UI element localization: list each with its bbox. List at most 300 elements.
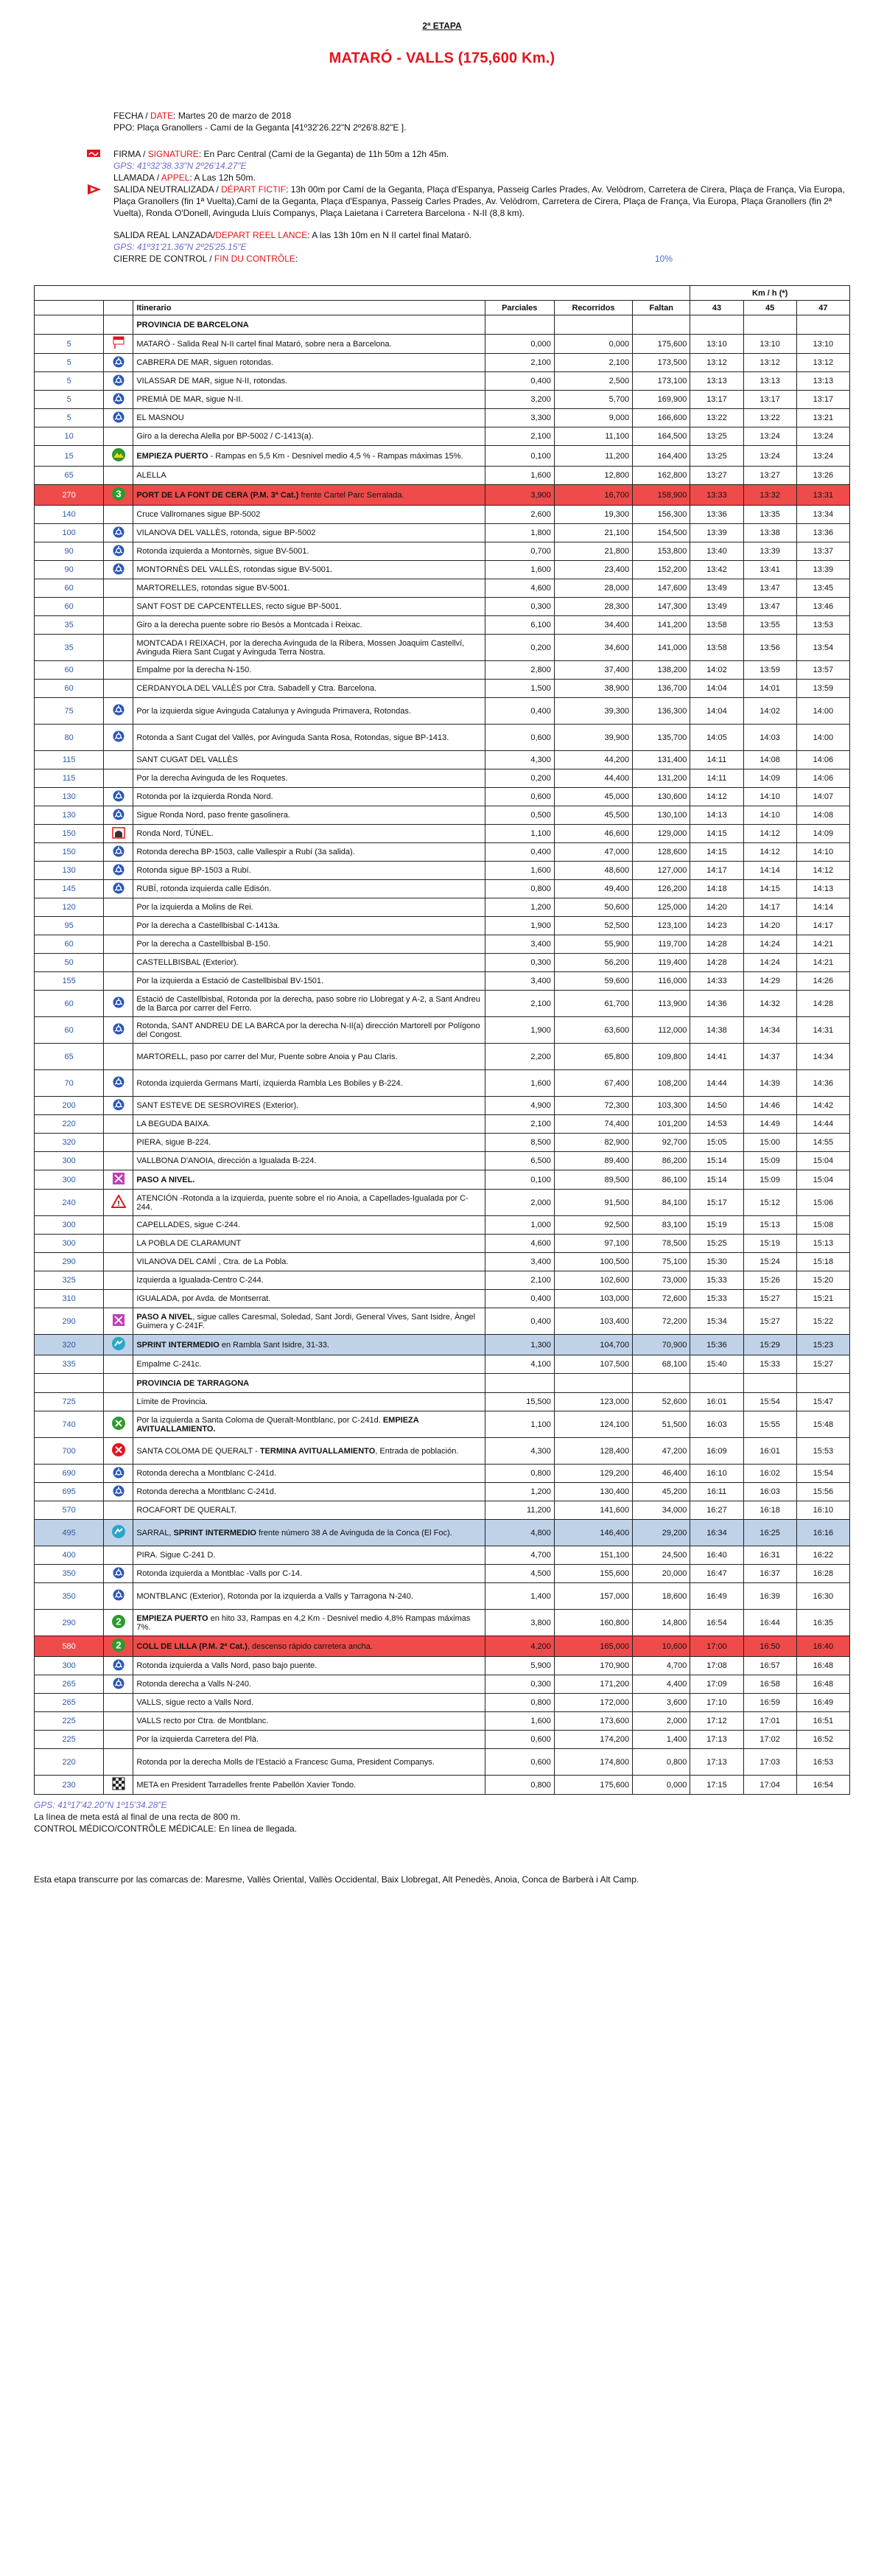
partial-km-cell: 2,100 [485,991,554,1017]
route-table-body [35,286,850,1795]
altitude-cell: 290 [35,1308,104,1335]
altitude-cell: 220 [35,1749,104,1776]
itinerary-cell: Rotonda izquierda Germans Martí, izquierda Rambla Les Bobiles y B-224. [133,1070,485,1097]
covered-km-cell: 38,900 [554,680,632,698]
partial-km-cell: 4,100 [485,1355,554,1374]
roundabout-icon [104,725,133,751]
itinerary-cell: Izquierda a Igualada-Centro C-244. [133,1271,485,1290]
time-cell-43: 13:49 [690,579,743,598]
covered-km-cell: 141,600 [554,1501,632,1520]
altitude-cell: 270 [35,485,104,506]
itinerary-cell: SARRAL, SPRINT INTERMEDIO frente número 38 A de Avinguda de la Conca (El Foc). [133,1520,485,1546]
time-cell-43: 14:44 [690,1070,743,1097]
covered-km-cell: 65,800 [554,1044,632,1070]
route-row [35,354,850,372]
time-cell-45: 14:24 [743,954,796,972]
altitude-cell: 5 [35,335,104,354]
time-cell-47: 13:26 [796,467,849,485]
itinerary-cell: Giro a la derecha Alella por BP-5002 / C-1413(a). [133,427,485,446]
time-cell-47: 16:49 [796,1694,849,1712]
route-row [35,769,850,788]
altitude-cell: 325 [35,1271,104,1290]
warning-icon [104,1190,133,1216]
roundabout-icon [104,1097,133,1115]
itinerary-cell: Empalme C-241c. [133,1355,485,1374]
covered-km-cell: 48,600 [554,862,632,880]
time-cell-43: 17:00 [690,1636,743,1657]
control-close-line: CIERRE DE CONTROL / FIN DU CONTRÔLE: 10% [113,254,673,264]
icon-cell [104,751,133,769]
covered-km-cell: 173,600 [554,1712,632,1731]
altitude-cell: 350 [35,1565,104,1583]
altitude-cell: 60 [35,991,104,1017]
call-label-fr: APPEL [161,172,190,183]
route-row [35,1465,850,1483]
altitude-cell: 5 [35,372,104,391]
time-cell-47: 16:10 [796,1501,849,1520]
time-cell-43: 13:17 [690,391,743,409]
sprint-icon [104,1520,133,1546]
time-cell-43: 16:11 [690,1483,743,1501]
sprint-row [35,1335,850,1355]
itinerary-cell: Por la derecha Avinguda de les Roquetes. [133,769,485,788]
time-cell-47: 15:47 [796,1393,849,1411]
covered-km-cell: 92,500 [554,1216,632,1235]
remaining-km-cell: 83,100 [633,1216,690,1235]
partial-km-cell: 4,500 [485,1565,554,1583]
altitude-cell: 220 [35,1115,104,1134]
route-row [35,1152,850,1170]
svg-text:2: 2 [116,1616,122,1627]
time-cell-43: 14:17 [690,862,743,880]
time-cell-47: 13:24 [796,446,849,467]
time-cell-47: 14:44 [796,1115,849,1134]
partial-km-cell: 0,100 [485,1170,554,1190]
time-cell-45: 16:25 [743,1520,796,1546]
remaining-km-cell: 141,200 [633,616,690,635]
time-cell-43: 16:03 [690,1411,743,1438]
remaining-km-cell: 86,200 [633,1152,690,1170]
route-row [35,1271,850,1290]
time-cell-47: 15:04 [796,1152,849,1170]
partial-km-cell: 15,500 [485,1393,554,1411]
time-cell-45: 14:03 [743,725,796,751]
partial-km-cell: 6,100 [485,616,554,635]
remaining-km-cell: 52,600 [633,1393,690,1411]
itinerary-cell: Por la izquierda sigue Avinguda Catalunya y Avinguda Primavera, Rotondas. [133,698,485,725]
altitude-cell: 5 [35,354,104,372]
time-cell-45: 13:56 [743,635,796,661]
time-cell-47: 14:12 [796,862,849,880]
altitude-cell: 290 [35,1610,104,1636]
remaining-km-cell: 101,200 [633,1115,690,1134]
remaining-km-cell: 4,700 [633,1657,690,1675]
covered-km-cell: 89,500 [554,1170,632,1190]
remaining-km-cell: 128,600 [633,843,690,862]
col-speed-47: 47 [796,301,849,315]
altitude-cell: 35 [35,635,104,661]
icon-cell [104,1546,133,1565]
covered-km-cell: 72,300 [554,1097,632,1115]
altitude-cell: 150 [35,843,104,862]
time-cell-43: 15:14 [690,1152,743,1170]
time-cell-47: 16:35 [796,1610,849,1636]
time-cell-47: 13:21 [796,409,849,427]
route-row [35,616,850,635]
partial-km-cell: 6,500 [485,1152,554,1170]
svg-text:!: ! [117,1200,120,1208]
itinerary-cell: MONTBLANC (Exterior), Rotonda por la izquierda a Valls y Tarragona N-240. [133,1583,485,1610]
covered-km-cell: 67,400 [554,1070,632,1097]
icon-cell [104,1749,133,1776]
altitude-cell: 90 [35,561,104,579]
time-cell-43: 16:40 [690,1546,743,1565]
icon-cell [104,1731,133,1749]
time-cell-45: 16:57 [743,1657,796,1675]
roundabout-icon [104,1465,133,1483]
altitude-cell: 400 [35,1546,104,1565]
altitude-cell: 230 [35,1776,104,1795]
time-cell-43: 16:27 [690,1501,743,1520]
partial-km-cell: 0,400 [485,1290,554,1308]
route-row [35,1170,850,1190]
route-row [35,1583,850,1610]
stage-number: 2ª ETAPA [422,21,462,31]
remaining-km-cell: 135,700 [633,725,690,751]
remaining-km-cell: 152,200 [633,561,690,579]
itinerary-cell: Rotonda izquierda a Montornès, sigue BV-5001. [133,542,485,561]
itinerary-cell: PIERA, sigue B-224. [133,1134,485,1152]
remaining-km-cell: 108,200 [633,1070,690,1097]
altitude-cell: 495 [35,1520,104,1546]
remaining-km-cell: 173,100 [633,372,690,391]
time-cell-45: 14:10 [743,788,796,806]
neutral-start-label-fr: DÉPART FICTIF [221,184,287,195]
route-row [35,862,850,880]
partial-km-cell: 1,000 [485,1216,554,1235]
time-cell-45: 13:22 [743,409,796,427]
route-row [35,954,850,972]
itinerary-cell: Por la izquierda a Molins de Rei. [133,898,485,917]
icon-cell [104,427,133,446]
covered-km-cell: 19,300 [554,506,632,524]
route-row [35,725,850,751]
icon-cell [104,467,133,485]
time-cell-47: 13:31 [796,485,849,506]
altitude-cell: 95 [35,917,104,935]
itinerary-cell: Rotonda derecha a Montblanc C-241d. [133,1465,485,1483]
regions-note: Esta etapa transcurre por las comarcas de: Maresme, Vallès Oriental, Vallès Occidental, Baix Llobregat, Alt Penedès, Anoia, Conca de Barberà i Alt Camp. [34,1874,639,1885]
roundabout-icon [104,806,133,825]
partial-km-cell: 3,400 [485,1253,554,1271]
covered-km-cell: 103,000 [554,1290,632,1308]
route-row [35,1712,850,1731]
time-cell-43: 13:36 [690,506,743,524]
time-cell-47: 16:40 [796,1636,849,1657]
level-crossing-icon [104,1170,133,1190]
partial-km-cell: 3,200 [485,391,554,409]
time-cell-45: 15:13 [743,1216,796,1235]
route-row [35,427,850,446]
time-cell-45: 14:49 [743,1115,796,1134]
col-speed-43: 43 [690,301,743,315]
covered-km-cell: 0,000 [554,335,632,354]
time-cell-43: 13:25 [690,446,743,467]
route-row [35,751,850,769]
time-cell-43: 13:10 [690,335,743,354]
partial-km-cell: 1,600 [485,1712,554,1731]
altitude-cell: 75 [35,698,104,725]
time-cell-47: 13:54 [796,635,849,661]
finish-gps: GPS: 41º17'42.20"N 1º15'34.28"E [34,1800,167,1810]
partial-km-cell: 2,600 [485,506,554,524]
time-cell-47: 16:54 [796,1776,849,1795]
time-cell-47: 13:34 [796,506,849,524]
icon-cell [104,1216,133,1235]
icon-cell [104,680,133,698]
time-cell-43: 16:54 [690,1610,743,1636]
remaining-km-cell: 156,300 [633,506,690,524]
time-cell-45: 15:12 [743,1190,796,1216]
time-cell-43: 14:13 [690,806,743,825]
altitude-cell: 5 [35,409,104,427]
itinerary-cell: Cruce Vallromanes sigue BP-5002 [133,506,485,524]
remaining-km-cell: 0,800 [633,1749,690,1776]
itinerary-cell: ATENCIÓN -Rotonda a la izquierda, puente sobre el rio Anoia, a Capellades-Igualada por C-244. [133,1190,485,1216]
time-cell-43: 15:17 [690,1190,743,1216]
icon-cell [104,506,133,524]
roundabout-icon [104,561,133,579]
partial-km-cell: 2,100 [485,1271,554,1290]
itinerary-cell: ROCAFORT DE QUERALT. [133,1501,485,1520]
roundabout-icon [104,1017,133,1044]
route-row [35,1675,850,1694]
time-cell-47: 15:54 [796,1465,849,1483]
signature-line: FIRMA / SIGNATURE: En Parc Central (Camí de la Geganta) de 11h 50m a 12h 45m. [113,148,850,160]
tunnel-icon [104,825,133,843]
covered-km-cell: 28,000 [554,579,632,598]
time-cell-43: 15:33 [690,1271,743,1290]
partial-km-cell: 0,600 [485,1731,554,1749]
signature-icon [87,148,100,158]
icon-cell [104,1290,133,1308]
route-row [35,806,850,825]
remaining-km-cell: 72,200 [633,1308,690,1335]
time-cell-43: 15:19 [690,1216,743,1235]
itinerary-cell: VALLBONA D'ANOIA, dirección a Igualada B-224. [133,1152,485,1170]
roundabout-icon [104,1675,133,1694]
time-cell-45: 15:55 [743,1411,796,1438]
altitude-cell: 130 [35,862,104,880]
icon-cell [104,898,133,917]
time-cell-45: 15:29 [743,1335,796,1355]
time-cell-47: 14:09 [796,825,849,843]
time-cell-47: 13:10 [796,335,849,354]
route-row [35,1097,850,1115]
col-parciales: Parciales [485,301,554,315]
stage-footer [34,1799,850,1835]
route-row [35,598,850,616]
route-row [35,698,850,725]
route-row [35,561,850,579]
time-cell-45: 13:47 [743,579,796,598]
time-cell-45: 13:47 [743,598,796,616]
route-row [35,935,850,954]
remaining-km-cell: 14,800 [633,1610,690,1636]
route-row [35,446,850,467]
remaining-km-cell: 162,800 [633,467,690,485]
remaining-km-cell: 138,200 [633,661,690,680]
time-cell-47: 13:39 [796,561,849,579]
partial-km-cell: 1,800 [485,524,554,542]
itinerary-cell: MARTORELL, paso por carrer del Mur, Puente sobre Anoia y Pau Claris. [133,1044,485,1070]
time-cell-45: 13:13 [743,372,796,391]
time-cell-43: 14:41 [690,1044,743,1070]
altitude-cell: 320 [35,1335,104,1355]
altitude-cell: 690 [35,1465,104,1483]
partial-km-cell: 0,400 [485,372,554,391]
covered-km-cell: 174,800 [554,1749,632,1776]
itinerary-cell: Por la izquierda Carretera del Plà. [133,1731,485,1749]
time-cell-45: 14:08 [743,751,796,769]
icon-cell [104,1044,133,1070]
partial-km-cell: 8,500 [485,1134,554,1152]
altitude-cell: 35 [35,616,104,635]
time-cell-45: 15:24 [743,1253,796,1271]
time-cell-45: 14:12 [743,843,796,862]
time-cell-47: 16:48 [796,1675,849,1694]
time-cell-47: 13:13 [796,372,849,391]
time-cell-43: 15:36 [690,1335,743,1355]
itinerary-cell: Estació de Castellbisbal, Rotonda por la derecha, paso sobre rio Llobregat y A-2, a Sant Andreu de la Barca por carrer del Ferro. [133,991,485,1017]
time-cell-45: 15:33 [743,1355,796,1374]
roundabout-icon [104,880,133,898]
altitude-cell: 60 [35,680,104,698]
route-row [35,1393,850,1411]
altitude-cell: 200 [35,1097,104,1115]
stage-sheet [34,0,850,1885]
signature-gps: GPS: 41º32'38.33"N 2º26'14.27"E [113,161,247,171]
time-cell-47: 13:24 [796,427,849,446]
route-row [35,579,850,598]
route-row [35,1290,850,1308]
itinerary-cell: Rotonda izquierda a Valls Nord, paso bajo puente. [133,1657,485,1675]
roundabout-icon [104,409,133,427]
partial-km-cell: 0,600 [485,788,554,806]
time-cell-43: 14:02 [690,661,743,680]
altitude-cell: 740 [35,1411,104,1438]
finish-line-note: La línea de meta está al final de una recta de 800 m. [34,1812,241,1822]
covered-km-cell: 5,700 [554,391,632,409]
remaining-km-cell: 70,900 [633,1335,690,1355]
control-close-percent: 10% [655,254,673,264]
remaining-km-cell: 154,500 [633,524,690,542]
time-cell-47: 14:34 [796,1044,849,1070]
time-cell-47: 16:22 [796,1546,849,1565]
altitude-cell: 725 [35,1393,104,1411]
covered-km-cell: 16,700 [554,485,632,506]
col-itinerario: Itinerario [133,301,485,315]
roundabout-icon [104,354,133,372]
route-row [35,1070,850,1097]
altitude-cell: 155 [35,972,104,991]
time-cell-43: 15:33 [690,1290,743,1308]
col-faltan: Faltan [633,301,690,315]
time-cell-43: 14:12 [690,788,743,806]
itinerary-cell: VILANOVA DEL CAMÍ , Ctra. de La Pobla. [133,1253,485,1271]
time-cell-45: 14:32 [743,991,796,1017]
itinerary-cell: LA POBLA DE CLARAMUNT [133,1235,485,1253]
altitude-cell: 580 [35,1636,104,1657]
time-cell-45: 13:55 [743,616,796,635]
time-cell-43: 17:15 [690,1776,743,1795]
remaining-km-cell: 2,000 [633,1712,690,1731]
partial-km-cell: 3,300 [485,409,554,427]
roundabout-icon [104,524,133,542]
partial-km-cell: 1,900 [485,917,554,935]
partial-km-cell: 1,200 [485,1483,554,1501]
time-cell-45: 14:34 [743,1017,796,1044]
roundabout-icon [104,1565,133,1583]
time-cell-43: 15:40 [690,1355,743,1374]
itinerary-cell: CERDANYOLA DEL VALLÈS por Ctra. Sabadell y Ctra. Barcelona. [133,680,485,698]
route-row [35,1731,850,1749]
altitude-cell: 700 [35,1438,104,1465]
partial-km-cell: 2,100 [485,354,554,372]
time-cell-43: 13:58 [690,616,743,635]
altitude-cell: 10 [35,427,104,446]
time-cell-47: 13:12 [796,354,849,372]
neutral-start-label: SALIDA NEUTRALIZADA [113,184,214,195]
col-speed-45: 45 [743,301,796,315]
time-cell-45: 14:09 [743,769,796,788]
call-line: LLAMADA / APPEL: A Las 12h 50m. [113,172,256,183]
itinerary-cell: SANT FOST DE CAPCENTELLES, recto sigue BP-5001. [133,598,485,616]
covered-km-cell: 130,400 [554,1483,632,1501]
remaining-km-cell: 136,700 [633,680,690,698]
altitude-cell: 70 [35,1070,104,1097]
remaining-km-cell: 45,200 [633,1483,690,1501]
stage-info [113,110,850,265]
covered-km-cell: 160,800 [554,1610,632,1636]
itinerary-cell: CABRERA DE MAR, siguen rotondas. [133,354,485,372]
time-cell-45: 15:09 [743,1152,796,1170]
covered-km-cell: 97,100 [554,1235,632,1253]
itinerary-cell: SPRINT INTERMEDIO en Rambla Sant Isidre, 31-33. [133,1335,485,1355]
itinerary-cell: MONTCADA I REIXACH, por la derecha Avinguda de la Ribera, Mossen Joaquim Castellví, Avinguda Riera Sant Cugat y Avinguda Terra Nostra. [133,635,485,661]
covered-km-cell: 171,200 [554,1675,632,1694]
remaining-km-cell: 103,300 [633,1097,690,1115]
partial-km-cell: 0,400 [485,1308,554,1335]
time-cell-47: 16:30 [796,1583,849,1610]
svg-text:3: 3 [116,488,122,500]
covered-km-cell: 128,400 [554,1438,632,1465]
start-flag-icon [87,184,102,195]
speed-header: Km / h (*) [690,286,850,301]
time-cell-45: 17:04 [743,1776,796,1795]
altitude-cell: 65 [35,467,104,485]
time-cell-47: 15:18 [796,1253,849,1271]
icon-cell [104,1235,133,1253]
time-cell-47: 14:10 [796,843,849,862]
route-row [35,1115,850,1134]
altitude-cell: 140 [35,506,104,524]
time-cell-47: 16:48 [796,1657,849,1675]
itinerary-cell: Por la derecha a Castellbisbal B-150. [133,935,485,954]
icon-cell [104,1393,133,1411]
altitude-cell: 350 [35,1583,104,1610]
partial-km-cell: 0,200 [485,635,554,661]
